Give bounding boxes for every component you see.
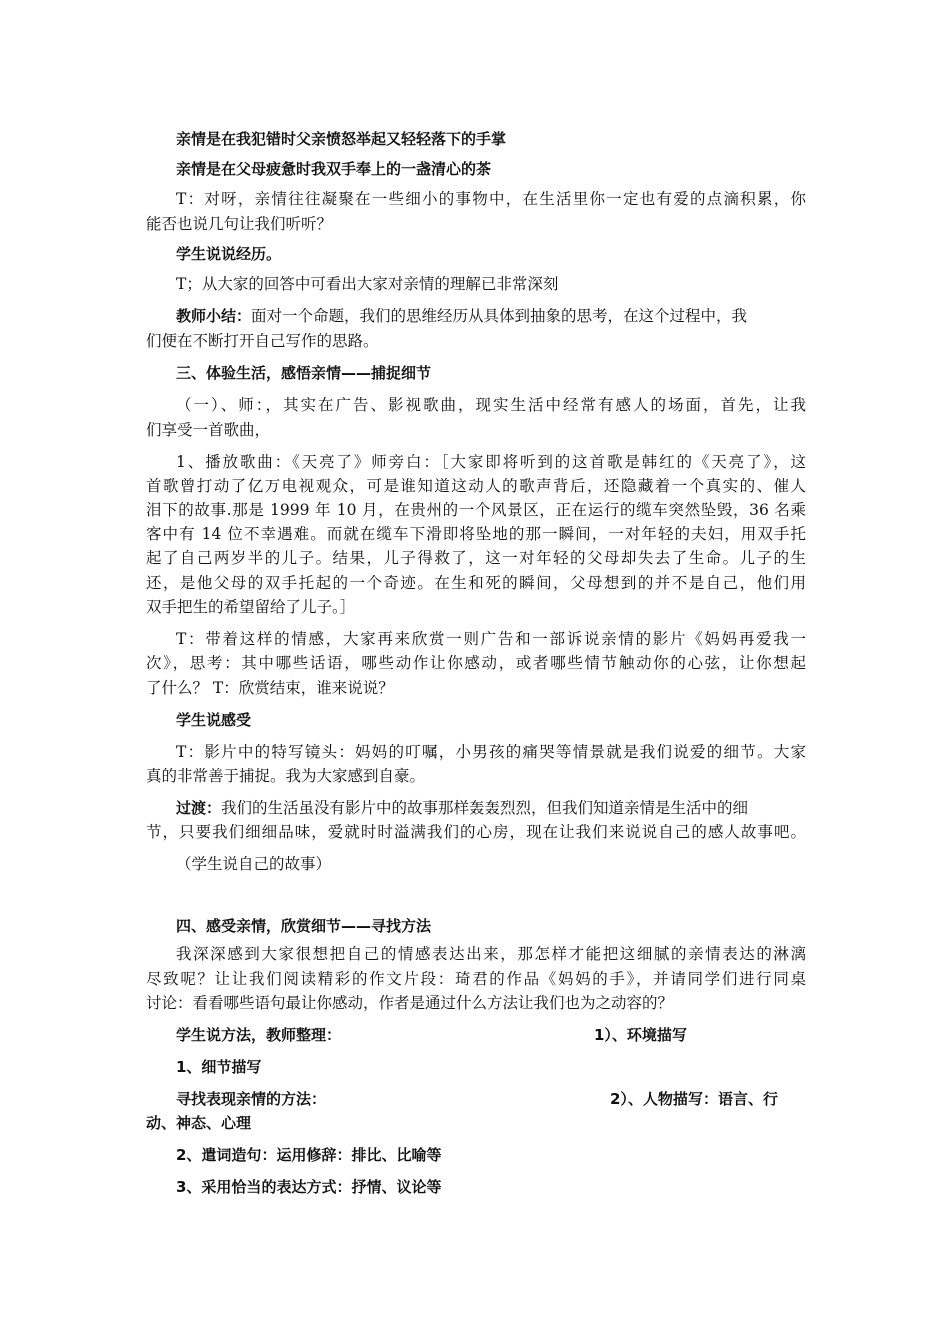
section-heading: 四、感受亲情，欣赏细节——寻找方法: [176, 917, 432, 935]
summary-text: 面对一个命题，我们的思维经历从具体到抽象的思考，在这个过程中，我: [251, 307, 748, 325]
text-line: T；从大家的回答中可看出大家对亲情的理解已非常深刻: [176, 275, 559, 293]
transition-label: 过渡：: [176, 799, 222, 817]
text-line: 们享受一首歌曲，: [146, 421, 271, 439]
text-line: 1、播放歌曲：《天亮了》师旁白：［大家即将听到的这首歌是韩红的《天亮了》，这: [176, 453, 806, 471]
text-line: T：带着这样的情感，大家再来欣赏一则广告和一部诉说亲情的影片《妈妈再爱我一: [176, 630, 806, 648]
text-line: 2）、人物描写：语言、行: [610, 1090, 778, 1108]
text-line: 们便在不断打开自己写作的思路。: [146, 332, 379, 350]
text-line: 了什么？ T：欣赏结束，谁来说说？: [146, 679, 394, 697]
text-line: 学生说方法，教师整理：: [176, 1026, 342, 1044]
text-line: 节，只要我们细细品味，爱就时时溢满我们的心房，现在让我们来说说自己的感人故事吧。: [146, 823, 806, 841]
transition-text: 我们的生活虽没有影片中的故事那样轰轰烈烈，但我们知道亲情是生活中的细: [221, 799, 749, 817]
text-line: 双手把生的希望留给了儿子。］: [146, 598, 356, 616]
summary-label: 教师小结：: [176, 307, 252, 325]
text-line: 起了自己两岁半的儿子。结果，儿子得救了，这一对年轻的父母却失去了生命。儿子的生: [146, 549, 806, 567]
text-line: 我深深感到大家很想把自己的情感表达出来，那怎样才能把这细腻的亲情表达的淋漓: [176, 945, 806, 963]
text-line: 真的非常善于捕捉。我为大家感到自豪。: [146, 767, 426, 785]
text-line: 动、神态、心理: [146, 1114, 252, 1132]
transition-line: [176, 796, 748, 820]
text-line: 尽致呢？让让我们阅读精彩的作文片段：琦君的作品《妈妈的手》，并请同学们进行同桌: [146, 970, 806, 988]
text-line: 3、采用恰当的表达方式：抒情、议论等: [176, 1178, 442, 1196]
text-line: 泪下的故事.那是 1999 年 10 月，在贵州的一个风景区，正在运行的缆车突然坠毁，36 名乘: [146, 501, 806, 519]
text-line: 首歌曾打动了亿万电视观众，可是谁知道这动人的歌声背后，还隐藏着一个真实的、催人: [146, 477, 806, 495]
text-line: 还，是他父母的双手托起的一个奇迹。在生和死的瞬间，父母想到的并不是自己，他们用: [146, 574, 806, 592]
text-line: 客中有 14 位不幸遇难。而就在缆车下滑即将坠地的那一瞬间，一对年轻的夫妇，用双手托: [146, 525, 806, 543]
text-line: 能否也说几句让我们听听？: [146, 215, 333, 233]
text-line: 2、遣词造句：运用修辞：排比、比喻等: [176, 1146, 442, 1164]
text-line: 1）、环境描写: [594, 1026, 687, 1044]
text-line: 寻找表现亲情的方法：: [176, 1090, 327, 1108]
text-line: 1、细节描写: [176, 1058, 262, 1076]
summary-line: [176, 304, 747, 328]
section-heading: 三、体验生活，感悟亲情——捕捉细节: [176, 364, 432, 382]
text-line: 学生说感受: [176, 711, 252, 729]
text-line: （一）、师：，其实在广告、影视歌曲，现实生活中经常有感人的场面，首先，让我: [176, 396, 806, 414]
text-line: 亲情是在我犯错时父亲愤怒举起又轻轻落下的手掌: [176, 130, 507, 148]
text-line: 讨论：看看哪些语句最让你感动，作者是通过什么方法让我们也为之动容的？: [146, 994, 674, 1012]
text-line: 学生说说经历。: [176, 245, 282, 263]
text-line: T：影片中的特写镜头：妈妈的叮嘱，小男孩的痛哭等情景就是我们说爱的细节。大家: [176, 743, 806, 761]
text-line: （学生说自己的故事）: [176, 855, 332, 873]
text-line: T：对呀，亲情往往凝聚在一些细小的事物中，在生活里你一定也有爱的点滴积累，你: [176, 190, 806, 208]
text-line: 次》，思考：其中哪些话语，哪些动作让你感动，或者哪些情节触动你的心弦，让你想起: [146, 654, 806, 672]
text-line: 亲情是在父母疲惫时我双手奉上的一盏清心的茶: [176, 160, 492, 178]
